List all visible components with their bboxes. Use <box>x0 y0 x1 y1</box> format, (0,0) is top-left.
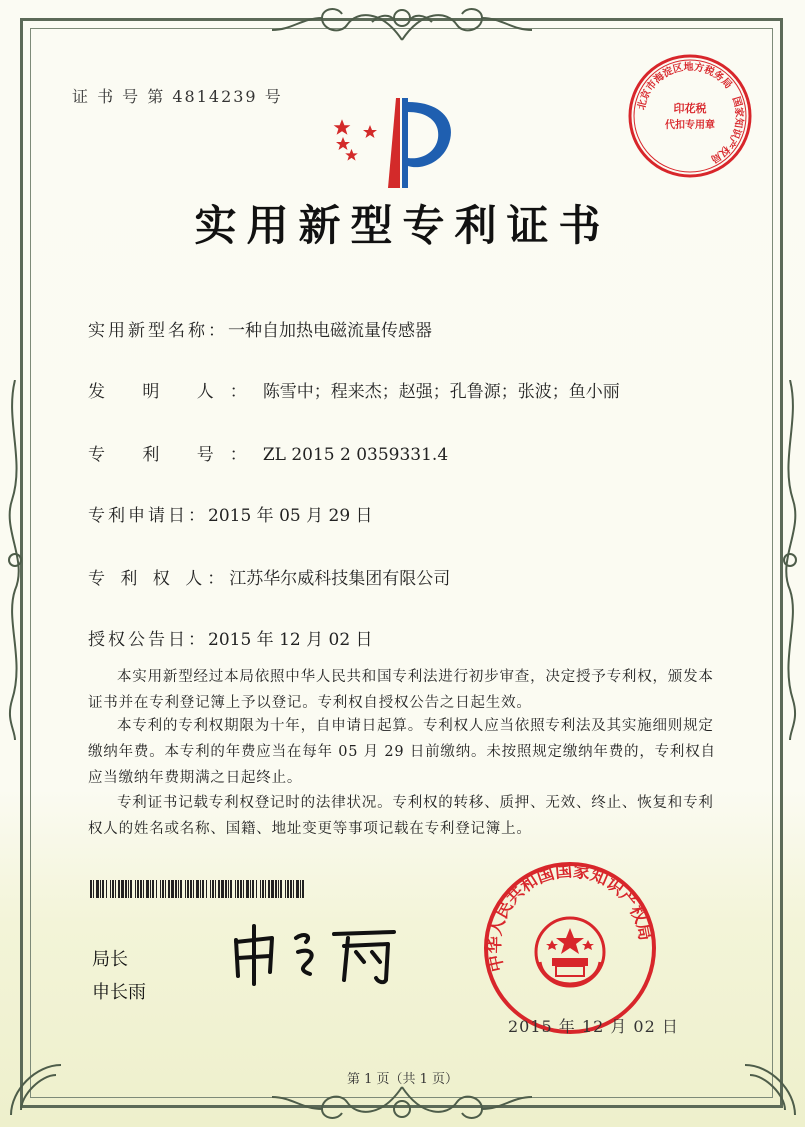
seal-small-center-text: 印花税 <box>673 102 707 115</box>
term-paragraph: 本专利的专利权期限为十年，自申请日起算。专利权人应当依照专利法及其实施细则规定缴纳年费。本专利的年费应当在每年 05 月 29 日前缴纳。未按照规定缴纳年费的，专利权自应当缴纳年费期满之日起终止。 <box>88 718 716 786</box>
signatory-name: 申长雨 <box>92 982 146 1003</box>
patent-number-row <box>88 440 448 465</box>
inventor-row <box>88 377 620 402</box>
patentee-row <box>88 564 450 589</box>
utility-model-name-label: 实用新型名称： <box>88 321 228 341</box>
stamp-duty-seal-icon <box>626 52 754 180</box>
legal-status-paragraph: 专利证书记载专利权登记时的法律状况。专利权的转移、质押、无效、终止、恢复和专利权人的姓名或名称、国籍、地址变更等事项记载在专利登记簿上。 <box>88 795 714 837</box>
announcement-date-row <box>88 625 373 650</box>
svg-text:代扣专用章: 代扣专用章 <box>665 120 715 131</box>
inventor-value: 陈雪中；程来杰；赵强；孔鲁源；张波；鱼小丽 <box>262 382 620 402</box>
grant-paragraph: 本实用新型经过本局依照中华人民共和国专利法进行初步审查，决定授予专利权，颁发本证书并在专利登记簿上予以登记。专利权自授权公告之日起生效。 <box>88 669 714 711</box>
svg-text:北京市海淀区地方税务局 国家知识产权局: 北京市海淀区地方税务局 国家知识产权局 <box>636 61 745 165</box>
filing-date-row <box>88 501 373 526</box>
announcement-date-label: 授权公告日： <box>88 630 208 650</box>
certificate-number: 证 书 号 第 4814239 号 <box>72 87 283 106</box>
svg-text:中华人民共和国国家知识产权局: 中华人民共和国国家知识产权局 <box>484 861 656 974</box>
patent-number-label: 专 利 号： <box>88 445 263 465</box>
official-seal-icon <box>482 860 658 1036</box>
patent-office-emblem-icon <box>330 88 470 198</box>
signatory-role: 局长 <box>92 949 128 970</box>
patentee-label: 专 利 权 人： <box>88 569 230 589</box>
barcode-icon <box>90 880 305 898</box>
filing-date-value: 2015 年 05 月 29 日 <box>208 506 373 526</box>
certificate-title: 实用新型专利证书 <box>194 201 611 250</box>
patent-number-value: ZL 2015 2 0359331.4 <box>262 445 449 465</box>
utility-model-name-value: 一种自加热电磁流量传感器 <box>228 321 432 341</box>
filing-date-label: 专利申请日： <box>88 506 208 526</box>
utility-model-name-row <box>88 316 432 341</box>
issue-date: 2015 年 12 月 02 日 <box>508 1017 679 1036</box>
handwritten-signature-icon <box>224 918 424 990</box>
page-number: 第 1 页（共 1 页） <box>346 1072 459 1087</box>
announcement-date-value: 2015 年 12 月 02 日 <box>208 630 373 650</box>
patentee-value: 江苏华尔威科技集团有限公司 <box>229 569 451 589</box>
inventor-label: 发 明 人： <box>88 382 263 402</box>
